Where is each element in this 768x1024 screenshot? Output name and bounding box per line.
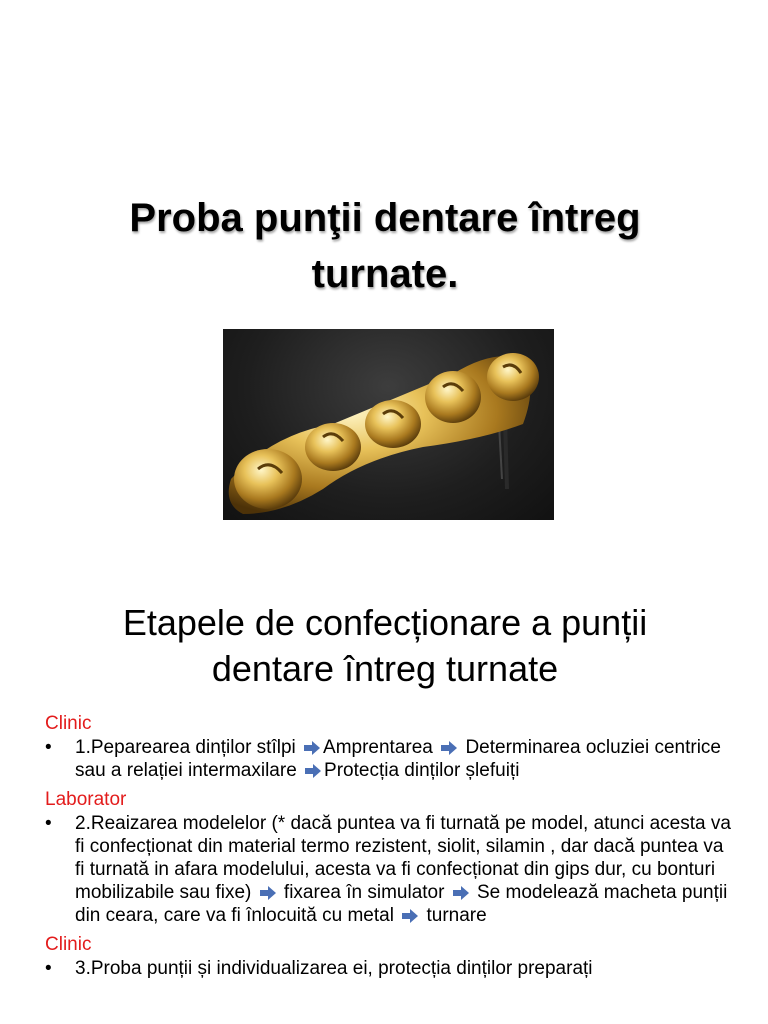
- slide-title-line2: turnate.: [311, 252, 459, 296]
- dental-bridge-photo: [223, 329, 554, 520]
- right-arrow-icon: [402, 909, 418, 923]
- bullet-dot: •: [45, 737, 52, 758]
- slide-title: [60, 190, 710, 302]
- list-item: [45, 957, 735, 980]
- slide-heading-line2: dentare întreg turnate: [211, 648, 559, 689]
- list-item-text: Se modelează macheta punții din ceara, care va fi înlocuită cu metal: [75, 882, 728, 926]
- bullet-dot: •: [45, 958, 52, 979]
- list-item-text: Amprentarea: [323, 737, 433, 758]
- list-item-text: 1.Peparearea dinților stîlpi: [75, 737, 296, 758]
- bullet-dot: •: [45, 813, 52, 834]
- list-item-text: Protecția dinților șlefuiți: [324, 760, 520, 781]
- list-item-text: turnare: [426, 905, 487, 926]
- right-arrow-icon: [453, 886, 469, 900]
- section-label-clinic-2: Clinic: [45, 934, 92, 955]
- slide-heading: [40, 600, 730, 692]
- list-item: [45, 736, 735, 782]
- slide-title-line1: Proba punţii dentare întreg: [129, 196, 641, 240]
- stages-content: [45, 712, 735, 986]
- section-label-laborator: Laborator: [45, 789, 127, 810]
- right-arrow-icon: [260, 886, 276, 900]
- list-item-text: Determinarea ocluziei centrice sau a relației intermaxilare: [75, 737, 721, 781]
- slide-heading-line1: Etapele de confecționare a punții: [122, 602, 648, 643]
- list-item: [45, 812, 735, 927]
- list-item-text: 2.Reaizarea modelelor (* dacă puntea va fi turnată pe model, atunci acesta va fi confecționat din material termo rezistent, siolit, silamin , dar dacă puntea va fi turnată in afara modelului, acesta va fi confecționat din gips dur, cu bonturi mobilizabile sau fixe): [75, 813, 731, 903]
- section-label-clinic: Clinic: [45, 713, 92, 734]
- list-item-text: fixarea în simulator: [283, 882, 445, 903]
- list-item-text: 3.Proba punții și individualizarea ei, protecția dinților preparați: [75, 958, 593, 979]
- right-arrow-icon: [441, 741, 457, 755]
- right-arrow-icon: [305, 764, 321, 778]
- right-arrow-icon: [304, 741, 320, 755]
